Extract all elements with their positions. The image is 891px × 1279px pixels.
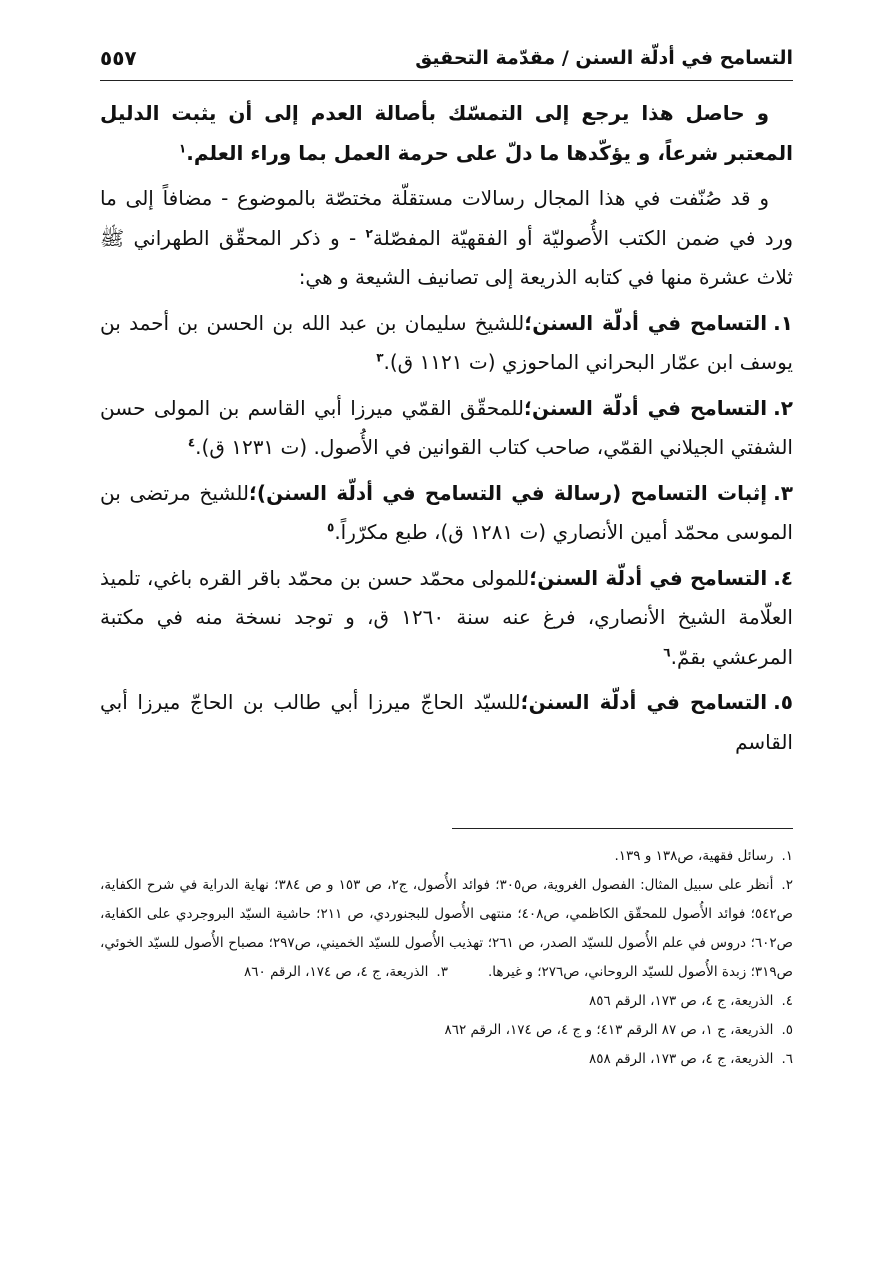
item-title: التسامح في أدلّة السنن؛: [524, 395, 768, 420]
list-item: [100, 304, 793, 383]
item-number: ١.: [773, 310, 793, 335]
item-text: للمحقّق القمّي ميرزا أبي القاسم بن المولى حسن الشفتي الجيلاني القمّي، صاحب كتاب القوانين في الأُصول. (ت ١٢٣١ ق).: [100, 395, 793, 459]
intro-text: و حاصل هذا يرجع إلى التمسّك بأصالة العدم إلى أن يثبت الدليل المعتبر شرعاً، و يؤكّدها ما دلّ على حرمة العمل بما وراء العلم.: [100, 101, 793, 165]
footnote-number: ٥.: [781, 1022, 793, 1038]
intro-paragraph: [100, 94, 793, 173]
item-text: للمولى محمّد حسن بن محمّد باقر القره باغي، تلميذ العلّامة الشيخ الأنصاري، فرغ عنه سنة ١٢٦٠ ق، و توجد نسخة منه في مكتبة المرعشي بقمّ.: [100, 565, 793, 669]
item-text: للسيّد الحاجّ ميرزا أبي طالب بن الحاجّ ميرزا أبي القاسم: [100, 690, 793, 754]
list-item: [100, 389, 793, 468]
list-item: [100, 559, 793, 678]
footnote-ref-4: ٤: [187, 435, 196, 450]
list-item: [100, 683, 793, 762]
header-rule: [100, 80, 793, 81]
footnote-ref-2: ٢: [365, 225, 373, 240]
page-number: ٥٥٧: [100, 46, 137, 70]
footnote-number: ٦.: [781, 1051, 793, 1067]
footnote-ref-3: ٣: [376, 350, 384, 365]
footnote-number: ١.: [781, 848, 793, 864]
item-title: إثبات التسامح (رسالة في التسامح في أدلّة السنن)؛: [248, 480, 768, 505]
footnote-ref-5: ٥: [327, 520, 335, 535]
footnote-1: [100, 842, 793, 871]
footnote-number: ٢.: [781, 877, 793, 893]
page-header: [100, 40, 793, 76]
item-number: ٤.: [773, 565, 794, 590]
footnote-text: أنظر على سبيل المثال: الفصول الغروية، ص٣٠٥؛ فوائد الأُصول، ج٢، ص ١٥٣ و ص ٣٨٤؛ نهاية الدراية في شرح الكفاية، ص٥٤٢؛ فوائد الأُصول للمحقّق الكاظمي، ص٤٠٨؛ منتهى الأُصول للبجنوردي، ص ٢١١؛ حاشية السيّد البروجردي على الكفاية، ص٦٠٢؛ دروس في علم الأُصول للسيّد الصدر، ص ٢٦١؛ تهذيب الأُصول للسيّد الخميني، ص٢٩٧؛ مصباح الأُصول للسيّد الخوئي، ص٣١٩؛ زبدة الأُصول للسيّد الروحاني، ص٢٧٦؛ و غيرها.: [100, 877, 793, 980]
footnote-4: [100, 987, 793, 1016]
footnote-ref-6: ٦: [663, 644, 671, 659]
item-title: التسامح في أدلّة السنن؛: [529, 565, 768, 590]
footnote-5: [100, 1016, 793, 1045]
body-text: [100, 94, 793, 768]
footnote-3-number: ٣.: [436, 964, 448, 980]
footnote-separator: [452, 828, 793, 829]
item-number: ٣.: [773, 480, 793, 505]
list-item: [100, 474, 793, 553]
footnote-text: الذريعة، ج ٤، ص ١٧٣، الرقم ٨٥٦: [589, 993, 774, 1009]
item-text: للشيخ سليمان بن عبد الله بن الحسن بن أحمد بن يوسف ابن عمّار البحراني الماحوزي (ت ١١٢١ ق).: [100, 310, 793, 374]
item-number: ٢.: [773, 395, 793, 420]
item-title: التسامح في أدلّة السنن؛: [524, 310, 768, 335]
footnote-6: [100, 1045, 793, 1074]
footnote-number: ٤.: [781, 993, 793, 1009]
footnote-ref-1: ١: [178, 140, 187, 155]
footnotes: [100, 842, 793, 1074]
item-title: التسامح في أدلّة السنن؛: [520, 690, 768, 714]
main-paragraph: [100, 179, 793, 298]
footnote-text: الذريعة، ج ٤، ص ١٧٣، الرقم ٨٥٨: [589, 1051, 774, 1067]
footnote-2: [100, 871, 793, 987]
item-number: ٥.: [773, 690, 793, 714]
footnote-3-text: الذريعة، ج ٤، ص ١٧٤، الرقم ٨٦٠: [244, 964, 429, 980]
running-title: التسامح في أدلّة السنن / مقدّمة التحقيق: [415, 47, 793, 69]
footnote-text: الذريعة، ج ١، ص ٨٧ الرقم ٤١٣؛ و ج ٤، ص ١٧٤، الرقم ٨٦٢: [444, 1022, 774, 1038]
footnote-text: رسائل فقهية، ص١٣٨ و ١٣٩.: [614, 848, 774, 864]
main-text-part2: - و ذكر المحقّق الطهراني ﷺ ثلاث عشرة منها في كتابه الذريعة إلى تصانيف الشيعة و هي:: [100, 225, 793, 289]
item-text: للشيخ مرتضى بن الموسى محمّد أمين الأنصاري (ت ١٢٨١ ق)، طبع مكرّراً.: [100, 480, 793, 544]
main-text-part1: و قد صُنّفت في هذا المجال رسالات مستقلّة مختصّة بالموضوع - مضافاً إلى ما ورد في ضمن الكتب الأُصوليّة أو الفقهيّة المفصّلة: [100, 186, 793, 250]
